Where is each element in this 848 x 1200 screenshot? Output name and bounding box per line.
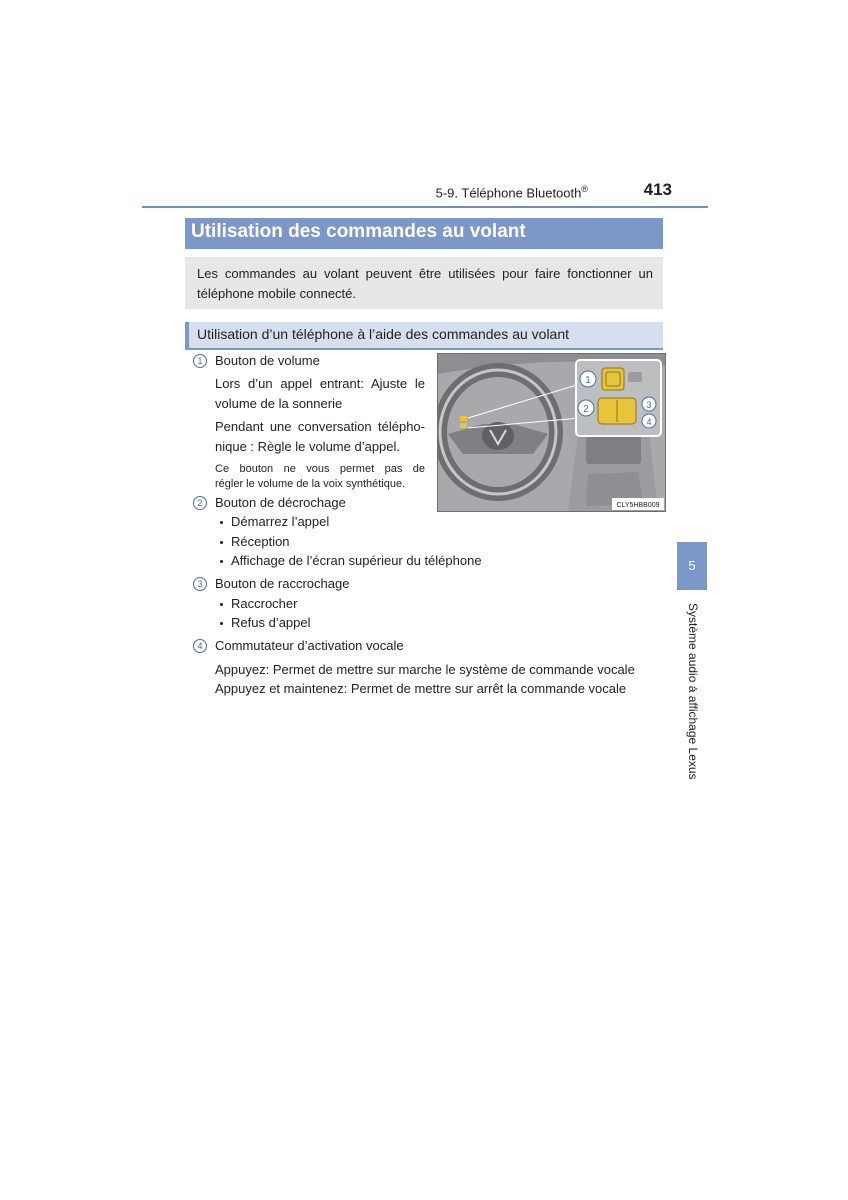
other-switch bbox=[628, 372, 642, 382]
callout-label-4: 4 bbox=[646, 417, 652, 427]
callout-label-3: 3 bbox=[646, 400, 652, 410]
subsection-title: Utilisation d’un téléphone à l’aide des commandes au volant bbox=[197, 326, 570, 342]
item-1-label: Bouton de volume bbox=[215, 353, 320, 368]
item-1-note-1: Ce bouton ne vous permet pas de bbox=[215, 463, 425, 475]
running-header bbox=[370, 184, 588, 200]
subsection-accent bbox=[185, 322, 189, 348]
item-4-label: Commutateur d’activation vocale bbox=[215, 638, 404, 653]
control-marker bbox=[460, 423, 467, 428]
volume-switch bbox=[602, 368, 624, 390]
bullet-dot bbox=[220, 560, 223, 563]
section-title-bar bbox=[185, 218, 663, 249]
item-2-bullet-3: Affichage de l’écran supérieur du téléphone bbox=[231, 553, 482, 568]
item-number-2: 2 bbox=[193, 496, 207, 510]
section-title: Utilisation des commandes au volant bbox=[191, 221, 526, 242]
item-1-line-3: Pendant une conversation télépho- bbox=[215, 419, 425, 434]
intro-line-1: Les commandes au volant peuvent être utilisées pour faire fonctionner un bbox=[197, 266, 653, 281]
running-header-text: 5-9. Téléphone Bluetooth bbox=[435, 185, 582, 201]
steering-wheel-illustration bbox=[438, 354, 665, 511]
intro-text bbox=[197, 264, 653, 304]
item-2-label: Bouton de décrochage bbox=[215, 495, 346, 510]
chapter-tab-label: Système audio à affichage Lexus bbox=[686, 603, 700, 780]
item-1-line-4: nique : Règle le volume d’appel. bbox=[215, 439, 401, 454]
callout-label-1: 1 bbox=[585, 375, 591, 386]
intro-box bbox=[185, 257, 663, 309]
item-4-line-1: Appuyez: Permet de mettre sur marche le système de commande vocale bbox=[215, 662, 635, 677]
item-3-label: Bouton de raccrochage bbox=[215, 576, 350, 591]
item-2-bullet-2: Réception bbox=[231, 534, 290, 549]
bullet-dot bbox=[220, 603, 223, 606]
chapter-tab[interactable] bbox=[677, 542, 707, 590]
header-rule bbox=[142, 206, 708, 208]
control-marker bbox=[460, 416, 467, 421]
registered-mark: ® bbox=[581, 184, 588, 194]
console-panel bbox=[586, 436, 641, 464]
item-number-3: 3 bbox=[193, 577, 207, 591]
item-1-line-2: volume de la sonnerie bbox=[215, 396, 343, 411]
item-3-bullet-2: Refus d’appel bbox=[231, 615, 311, 630]
bullet-dot bbox=[220, 541, 223, 544]
item-number-1: 1 bbox=[193, 354, 207, 368]
figure-code: CLY5HBB009 bbox=[616, 502, 660, 509]
item-2-bullet-1: Démarrez l’appel bbox=[231, 514, 330, 529]
intro-line-2: téléphone mobile connecté. bbox=[197, 286, 357, 301]
callout-label-2: 2 bbox=[583, 404, 589, 415]
item-1-note-2: régler le volume de la voix synthétique. bbox=[215, 478, 406, 490]
chapter-tab-number: 5 bbox=[688, 558, 696, 573]
bullet-dot bbox=[220, 521, 223, 524]
item-4-line-2: Appuyez et maintenez: Permet de mettre sur arrêt la commande vocale bbox=[215, 681, 627, 696]
steering-wheel-figure bbox=[437, 353, 666, 512]
page-number: 413 bbox=[643, 180, 672, 199]
bullet-dot bbox=[220, 622, 223, 625]
item-3-bullet-1: Raccrocher bbox=[231, 596, 298, 611]
subsection-bar bbox=[185, 322, 663, 350]
item-number-4: 4 bbox=[193, 639, 207, 653]
item-1-line-1: Lors d’un appel entrant: Ajuste le bbox=[215, 376, 425, 391]
